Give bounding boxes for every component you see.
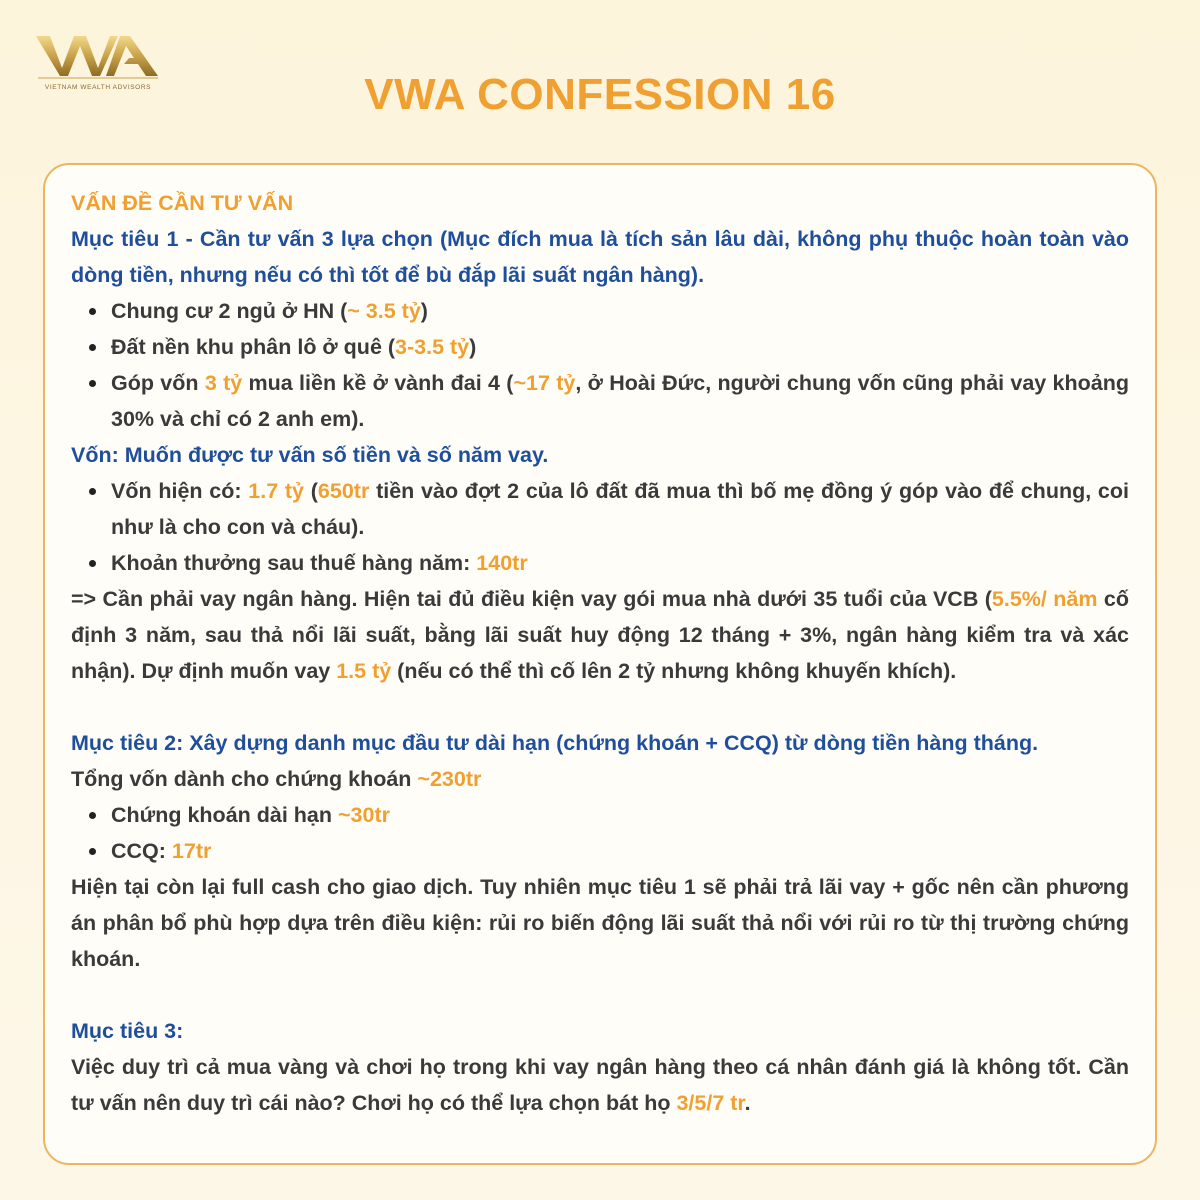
goal3-heading: Mục tiêu 3:: [71, 1019, 184, 1043]
list-item: Vốn hiện có: 1.7 tỷ (650tr tiền vào đợt 2 của lô đất đã mua thì bố mẹ đồng ý góp vào để chung, coi như là cho con và cháu).: [111, 473, 1129, 545]
goal1-list: [71, 293, 1129, 437]
list-item: CCQ: 17tr: [111, 833, 1129, 869]
page-title: VWA CONFESSION 16: [364, 70, 836, 119]
goal2-list: [71, 797, 1129, 869]
capital-heading: Vốn: Muốn được tư vấn số tiền và số năm vay.: [71, 443, 549, 467]
goal2-heading: Mục tiêu 2: Xây dựng danh mục đầu tư dài hạn (chứng khoán + CCQ) từ dòng tiền hàng tháng.: [71, 731, 1039, 755]
content-card: [43, 163, 1157, 1165]
list-item: Góp vốn 3 tỷ mua liền kề ở vành đai 4 (~17 tỷ, ở Hoài Đức, người chung vốn cũng phải vay khoảng 30% và chỉ có 2 anh em).: [111, 365, 1129, 437]
list-item: Đất nền khu phân lô ở quê (3-3.5 tỷ): [111, 329, 1129, 365]
logo-caption: VIETNAM WEALTH ADVISORS: [44, 84, 152, 91]
list-item: Khoản thưởng sau thuế hàng năm: 140tr: [111, 545, 1129, 581]
capital-list: [71, 473, 1129, 581]
section-heading: VẤN ĐỀ CẦN TƯ VẤN: [71, 191, 294, 215]
list-item: Chứng khoán dài hạn ~30tr: [111, 797, 1129, 833]
goal2-note: Hiện tại còn lại full cash cho giao dịch. Tuy nhiên mục tiêu 1 sẽ phải trả lãi vay + gốc nên cần phương án phân bổ phù hợp dựa trên điều kiện: rủi ro biến động lãi suất thả nổi với rủi ro từ thị trường chứng khoán.: [71, 875, 1129, 971]
goal1-heading: Mục tiêu 1 - Cần tư vấn 3 lựa chọn (Mục đích mua là tích sản lâu dài, không phụ thuộc hoàn toàn vào dòng tiền, nhưng nếu có thì tốt để bù đắp lãi suất ngân hàng).: [71, 227, 1129, 287]
loan-conclusion: => Cần phải vay ngân hàng. Hiện tai đủ điều kiện vay gói mua nhà dưới 35 tuổi của VCB (5.5%/ năm cố định 3 năm, sau thả nổi lãi suất, bằng lãi suất huy động 12 tháng + 3%, ngân hàng kiểm tra và xác nhận). Dự định muốn vay 1.5 tỷ (nếu có thể thì cố lên 2 tỷ nhưng không khuyến khích).: [71, 587, 1129, 683]
list-item: Chung cư 2 ngủ ở HN (~ 3.5 tỷ): [111, 293, 1129, 329]
goal2-total: Tổng vốn dành cho chứng khoán ~230tr: [71, 767, 482, 791]
goal3-text: Việc duy trì cả mua vàng và chơi họ trong khi vay ngân hàng theo cá nhân đánh giá là không tốt. Cần tư vấn nên duy trì cái nào? Chơi họ có thể lựa chọn bát họ 3/5/7 tr.: [71, 1055, 1129, 1115]
